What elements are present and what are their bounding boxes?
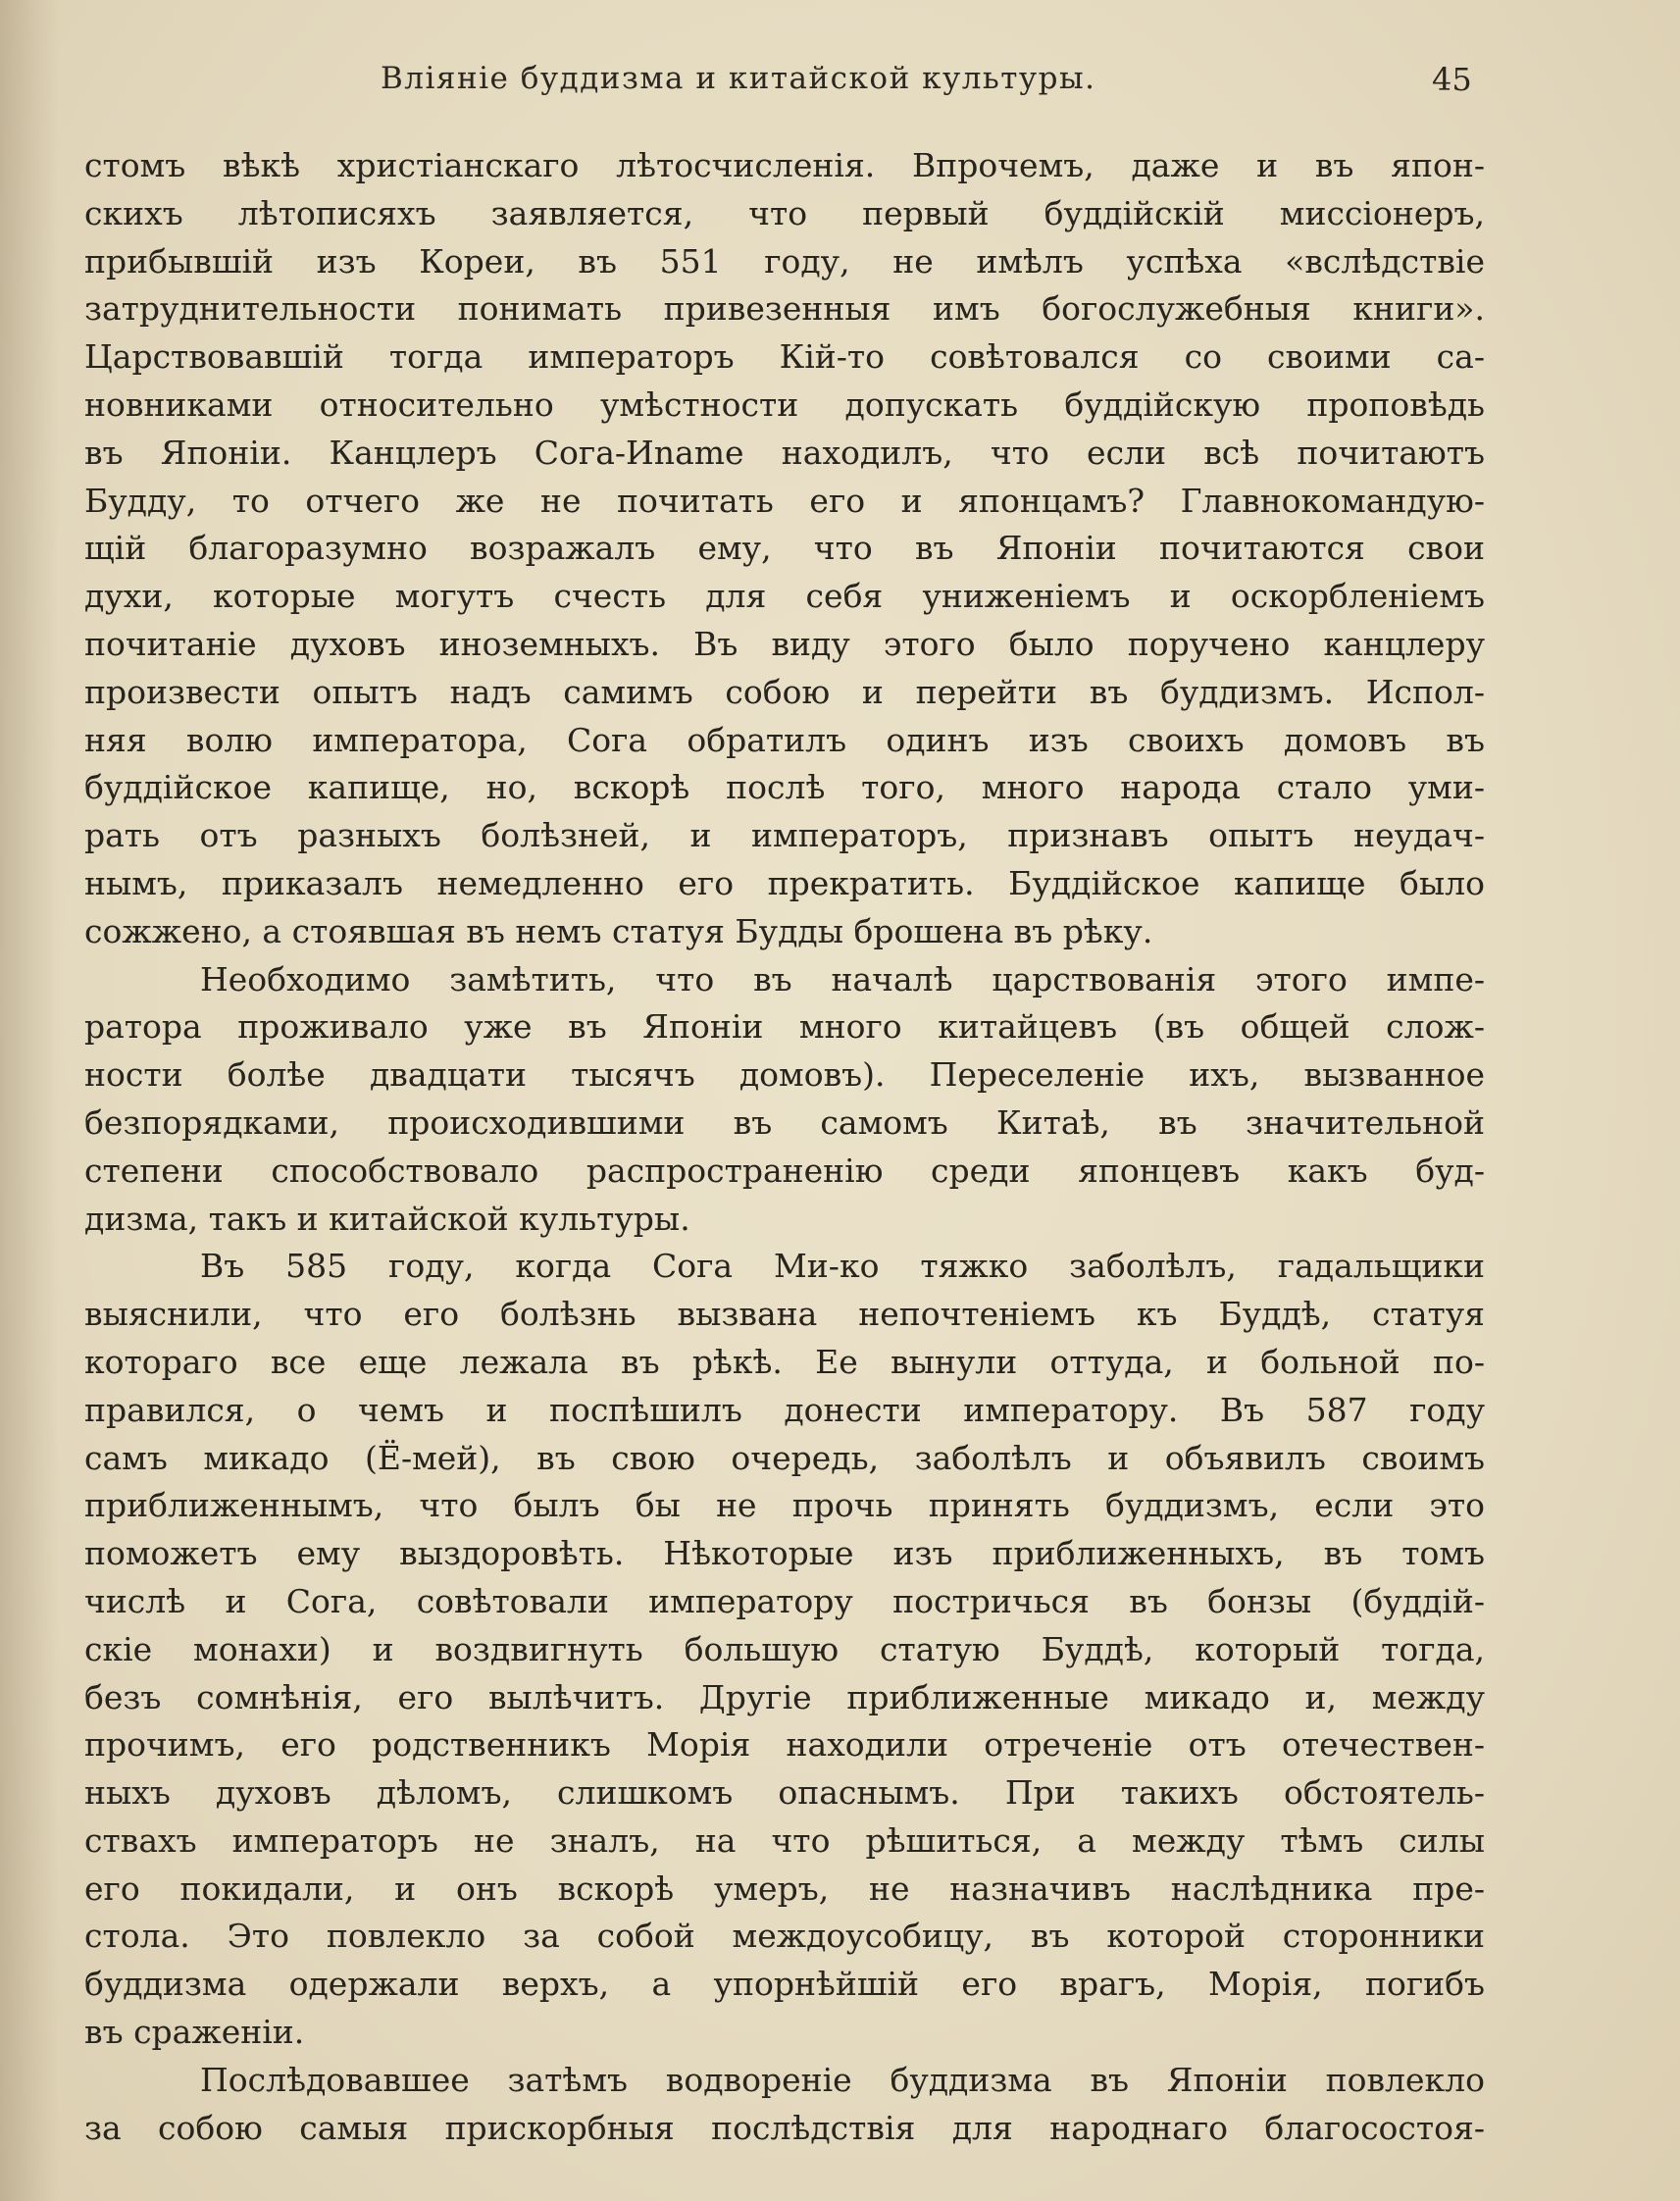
text-line: поможетъ ему выздоровѣть. Нѣкоторые изъ приближенныхъ, въ томъ <box>84 1534 1485 1573</box>
text-line: щiй благоразумно возражалъ ему, что въ Японiи почитаются свои <box>84 529 1485 568</box>
text-line: степени способствовало распространенiю среди японцевъ какъ буд- <box>84 1151 1485 1190</box>
text-line: за собою самыя прискорбныя послѣдствiя для народнаго благосостоя- <box>84 2108 1485 2147</box>
text-line: ныхъ духовъ дѣломъ, слишкомъ опаснымъ. При такихъ обстоятель- <box>84 1773 1485 1813</box>
text-line: стола. Это повлекло за собой междоусобицу, въ которой сторонники <box>84 1917 1485 1956</box>
text-line: правился, о чемъ и поспѣшилъ донести императору. Въ 587 году <box>84 1390 1485 1429</box>
text-line: дизма, такъ и китайской культуры. <box>84 1199 690 1238</box>
text-line: ствахъ императоръ не зналъ, на что рѣшиться, а между тѣмъ силы <box>84 1820 1485 1860</box>
text-line: Будду, то отчего же не почитать его и японцамъ? Главнокомандую- <box>84 481 1485 520</box>
text-line: Царствовавшiй тогда императоръ Кiй-то совѣтовался со своими са- <box>84 337 1485 377</box>
text-line: прибывшiй изъ Кореи, въ 551 году, не имѣлъ успѣха «вслѣдствiе <box>84 241 1485 281</box>
text-line: въ Японiи. Канцлеръ Сога-Иname находилъ, что если всѣ почитаютъ <box>84 433 1485 472</box>
text-line: выяснили, что его болѣзнь вызвана непочтенiемъ къ Буддѣ, статуя <box>84 1295 1485 1334</box>
running-header <box>0 61 1680 110</box>
body-text <box>84 142 1485 2152</box>
text-line: скихъ лѣтописяхъ заявляется, что первый буддiйскiй миссiонеръ, <box>84 193 1485 232</box>
text-line: нымъ, приказалъ немедленно его прекратить. Буддiйское капище было <box>84 863 1485 902</box>
text-line: числѣ и Сога, совѣтовали императору постричься въ бонзы (буддiй- <box>84 1581 1485 1620</box>
text-line: безпорядками, происходившими въ самомъ Китаѣ, въ значительной <box>84 1102 1485 1142</box>
text-line: няя волю императора, Сога обратилъ одинъ изъ своихъ домовъ въ <box>84 720 1485 759</box>
text-line: затруднительности понимать привезенныя имъ богослужебныя книги». <box>84 289 1485 329</box>
text-line: ности болѣе двадцати тысячъ домовъ). Переселенiе ихъ, вызванное <box>84 1055 1485 1095</box>
text-line: Въ 585 году, когда Сога Ми-ко тяжко заболѣлъ, гадальщики <box>200 1247 1485 1286</box>
page-number: 45 <box>1432 61 1472 98</box>
text-line: сожжено, а стоявшая въ немъ статуя Будды брошена въ рѣку. <box>84 911 1153 950</box>
text-line: духи, которые могутъ счесть для себя униженiемъ и оскорбленiемъ <box>84 577 1485 616</box>
text-line: новниками относительно умѣстности допускать буддiйскую проповѣдь <box>84 384 1485 424</box>
text-line: Послѣдовавшее затѣмъ водворенiе буддизма въ Японiи повлекло <box>200 2060 1485 2099</box>
text-line: безъ сомнѣнiя, его вылѣчитъ. Другiе приближенные микадо и, между <box>84 1677 1485 1716</box>
gutter-shadow <box>0 0 59 2201</box>
text-line: прочимъ, его родственникъ Морiя находили отреченiе отъ отечествен- <box>84 1725 1485 1765</box>
text-line: стомъ вѣкѣ христiанскаго лѣтосчисленiя. Впрочемъ, даже и въ япон- <box>84 146 1485 184</box>
running-header-title: Влiянiе буддизма и китайской культуры. <box>381 61 1096 96</box>
text-line: скiе монахи) и воздвигнуть большую статую Буддѣ, который тогда, <box>84 1629 1485 1668</box>
text-line: буддизма одержали верхъ, а упорнѣйшiй его врагъ, Морiя, погибъ <box>84 1965 1485 2004</box>
text-line: приближеннымъ, что былъ бы не прочь принять буддизмъ, если это <box>84 1486 1485 1525</box>
text-line: почитанiе духовъ иноземныхъ. Въ виду этого было поручено канцлеру <box>84 624 1485 663</box>
text-line: произвести опытъ надъ самимъ собою и перейти въ буддизмъ. Испол- <box>84 672 1485 711</box>
text-line: Необходимо замѣтить, что въ началѣ царствованiя этого импе- <box>200 959 1485 998</box>
text-line: ратора проживало уже въ Японiи много китайцевъ (въ общей слож- <box>84 1007 1485 1047</box>
text-line: буддiйское капище, но, вскорѣ послѣ того, много народа стало уми- <box>84 768 1485 807</box>
text-line: самъ микадо (Ё-мей), въ свою очередь, заболѣлъ и объявилъ своимъ <box>84 1438 1485 1477</box>
text-line: въ сраженiи. <box>84 2013 305 2052</box>
text-line: рать отъ разныхъ болѣзней, и императоръ, признавъ опытъ неудач- <box>84 816 1485 855</box>
text-line: котораго все еще лежала въ рѣкѣ. Ее вынули оттуда, и больной по- <box>84 1342 1485 1381</box>
text-line: его покидали, и онъ вскорѣ умеръ, не назначивъ наслѣдника пре- <box>84 1868 1485 1908</box>
